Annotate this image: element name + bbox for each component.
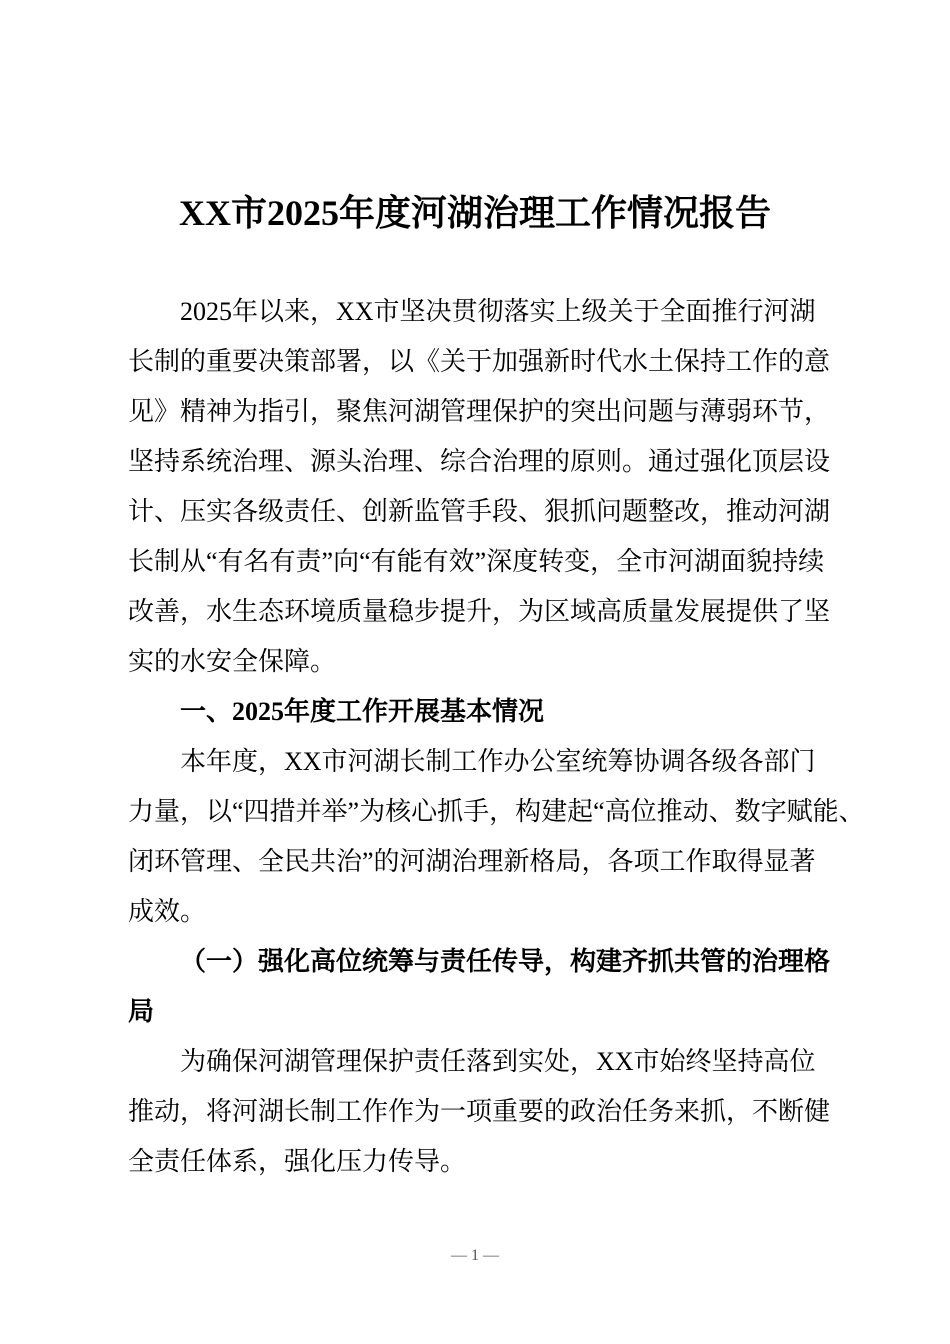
page-number: — 1 — (451, 1247, 499, 1264)
text-line: 坚持系统治理、源头治理、综合治理的原则。通过强化顶层设 (128, 447, 831, 476)
paragraph (128, 1037, 831, 1187)
text-line: 为确保河湖管理保护责任落到实处，XX市始终坚持高位 (180, 1047, 816, 1076)
text-line: 力量，以“四措并举”为核心抓手，构建起“高位推动、数字赋能、 (128, 797, 865, 826)
subsection-heading (128, 937, 831, 1037)
paragraph (128, 287, 831, 687)
text-line: 全责任体系，强化压力传导。 (128, 1147, 467, 1176)
text-line: 改善，水生态环境质量稳步提升，为区域高质量发展提供了坚 (128, 597, 831, 626)
text-line: 闭环管理、全民共治”的河湖治理新格局，各项工作取得显著 (128, 847, 816, 876)
text-line: 成效。 (128, 897, 207, 926)
text-line: 2025年以来，XX市坚决贯彻落实上级关于全面推行河湖 (180, 297, 816, 326)
section-heading (128, 687, 828, 737)
document-title: XX市2025年度河湖治理工作情况报告 (179, 193, 771, 233)
text-line: 一、2025年度工作开展基本情况 (180, 697, 545, 726)
text-line: 实的水安全保障。 (128, 647, 337, 676)
text-line: 局 (128, 997, 155, 1026)
text-line: 长制从“有名有责”向“有能有效”深度转变，全市河湖面貌持续 (128, 547, 825, 576)
document-body (128, 287, 865, 1187)
text-line: 长制的重要决策部署，以《关于加强新时代水土保持工作的意 (128, 347, 831, 376)
text-line: 本年度，XX市河湖长制工作办公室统筹协调各级各部门 (180, 747, 816, 776)
text-line: 见》精神为指引，聚焦河湖管理保护的突出问题与薄弱环节， (128, 397, 831, 426)
text-line: （一）强化高位统筹与责任传导，构建齐抓共管的治理格 (180, 947, 831, 976)
text-line: 推动，将河湖长制工作作为一项重要的政治任务来抓，不断健 (128, 1097, 831, 1126)
text-line: 计、压实各级责任、创新监管手段、狠抓问题整改，推动河湖 (128, 497, 831, 526)
paragraph (128, 737, 865, 937)
